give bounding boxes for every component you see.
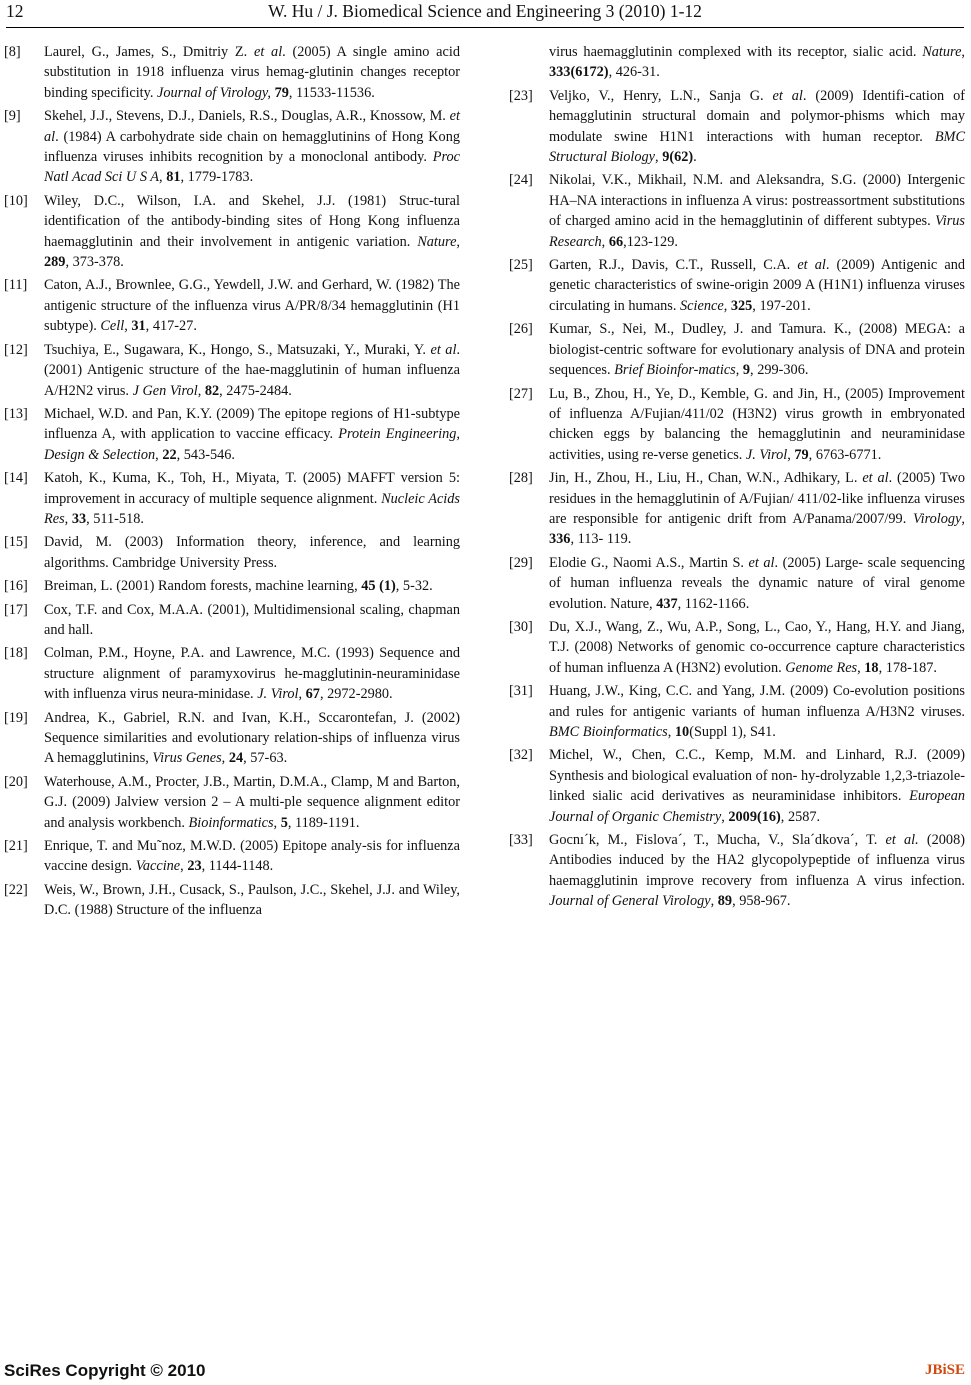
reference-text: [44, 532, 460, 573]
reference-bold-text: 79: [794, 446, 809, 463]
reference-text-segment: , 113- 119.: [570, 531, 632, 548]
reference-italic-text: et al: [253, 44, 283, 60]
reference-italic-text: Journal of General Virology: [549, 893, 711, 910]
reference-entry: [4, 772, 460, 833]
reference-number: [33]: [509, 832, 533, 849]
reference-text-segment: , 2972-2980.: [319, 686, 393, 703]
reference-entry: [4, 643, 460, 704]
reference-italic-text: et al: [430, 341, 457, 358]
reference-entry: [4, 708, 460, 769]
reference-text-segment: Waterhouse, A.M., Procter, J.B., Martin, D.M.A., Clamp, M and Barton, G.J. (2009) Jalview version 2 – A multi-ple sequence alignment editor and analysis workbench.: [44, 773, 460, 831]
reference-text: [44, 106, 460, 188]
reference-bold-text: 9(62): [662, 149, 694, 166]
reference-text: [44, 708, 460, 769]
reference-entry: [4, 836, 460, 877]
reference-text: [44, 836, 460, 877]
reference-entry: [4, 468, 460, 529]
reference-bold-text: 18: [864, 659, 879, 676]
reference-text-segment: , 299-306.: [750, 362, 809, 379]
reference-text: [44, 880, 460, 921]
reference-entry: [509, 553, 965, 614]
reference-entry: [4, 880, 460, 921]
reference-number: [10]: [4, 192, 28, 209]
reference-text-segment: , 1144-1148.: [201, 858, 274, 875]
reference-italic-text: Cell: [100, 318, 125, 335]
reference-bold-text: 33: [71, 510, 87, 527]
reference-number: [17]: [4, 601, 28, 618]
reference-text-segment: , 958-967.: [732, 893, 791, 910]
reference-text-segment: Breiman, L. (2001) Random forests, machine learning,: [44, 578, 362, 595]
reference-text-segment: ,: [667, 724, 675, 740]
reference-italic-text: European Journal of Organic Chemistry: [549, 788, 965, 825]
reference-bold-text: 79: [274, 84, 289, 101]
reference-entry: [4, 600, 460, 641]
reference-entry: [4, 42, 460, 103]
reference-number: [9]: [4, 108, 21, 125]
reference-bold-text: 2009(16): [728, 808, 781, 825]
reference-text-segment: ,: [787, 446, 795, 463]
reference-text-segment: Kumar, S., Nei, M., Dudley, J. and Tamura. K., (2008) MEGA: a biologist-centric software for evolutionary analysis of DNA and protein sequences.: [549, 321, 965, 379]
reference-entry: [509, 42, 965, 83]
reference-entry: [509, 681, 965, 742]
reference-text-segment: . (2009) Identifi-cation of hemagglutinin structural domain and polymor-phisms which may modulate swine H1N1 interactions with human receptor.: [549, 87, 965, 145]
reference-text-segment: , 197-201.: [752, 297, 811, 314]
reference-bold-text: 336: [549, 531, 571, 548]
reference-number: [14]: [4, 470, 28, 487]
reference-italic-text: Protein Engineering, Design & Selection: [44, 426, 460, 463]
reference-text: [549, 42, 965, 83]
reference-text-segment: . (1984) A carbohydrate side chain on hemagglutinins of Hong Kong influenza viruses inhibits recognition by a monoclonal antibody.: [44, 128, 460, 166]
reference-text-segment: , 6763-6771.: [808, 446, 882, 463]
reference-entry: [4, 106, 460, 188]
reference-text-segment: Colman, P.M., Hoyne, P.A. and Lawrence, M.C. (1993) Sequence and structure alignment of paramyxovirus he-magglutinin-neuraminidase with influenza virus neura-minidase.: [44, 645, 460, 703]
reference-text-segment: , 2587.: [780, 808, 821, 825]
header-rule: [6, 27, 964, 28]
reference-text: [44, 600, 460, 641]
reference-text-segment: Du, X.J., Wang, Z., Wu, A.P., Song, L., Cao, Y., Hang, H.Y. and Jiang, T.J. (2008) Networks of genomic co-occurrence capture characteristics of human influenza A (H3N2) evolution.: [549, 618, 965, 676]
reference-text-segment: , 373-378.: [65, 254, 124, 271]
reference-number: [28]: [509, 470, 533, 487]
reference-text-segment: (Suppl 1), S41.: [689, 724, 776, 740]
reference-text-segment: , 1162-1166.: [677, 595, 750, 612]
reference-text-segment: Lu, B., Zhou, H., Ye, D., Kemble, G. and Jin, H., (2005) Improvement of influenza A/Fujian/411/02 (H3N2) virus growth in embryonated chicken eggs by balancing the hemagglutinin and neuraminidase activities, using re-verse genetics.: [549, 385, 965, 463]
reference-entry: [4, 576, 460, 596]
reference-text-segment: . (2005) A single amino acid substitution in 1918 influenza virus hemag-glutinin changes receptor binding specificity.: [44, 44, 460, 101]
reference-number: [13]: [4, 405, 28, 422]
reference-number: [23]: [509, 87, 533, 104]
reference-text-segment: , 426-31.: [608, 64, 660, 81]
reference-italic-text: J. Virol: [257, 686, 299, 703]
reference-text: [44, 42, 460, 103]
reference-text-segment: ,: [735, 362, 743, 379]
reference-text-segment: , 5-32.: [395, 578, 433, 595]
reference-text-segment: , 511-518.: [86, 510, 144, 527]
reference-italic-text: Virus Genes: [152, 750, 222, 767]
reference-bold-text: 333(6172): [549, 64, 609, 81]
reference-text-segment: Veljko, V., Henry, L.N., Sanja G.: [549, 87, 773, 104]
reference-entry: [4, 340, 460, 401]
reference-bold-text: 67: [305, 686, 320, 703]
reference-text: [549, 830, 965, 912]
reference-text: [44, 468, 460, 529]
reference-number: [24]: [509, 172, 533, 189]
reference-italic-text: Journal of Virology,: [157, 84, 272, 101]
reference-text-segment: Elodie G., Naomi A.S., Martin S.: [549, 554, 749, 571]
reference-entry: [509, 384, 965, 466]
reference-text-segment: Weis, W., Brown, J.H., Cusack, S., Paulson, J.C., Skehel, J.J. and Wiley, D.C. (1988) Structure of the influenza: [44, 881, 460, 919]
running-title: W. Hu / J. Biomedical Science and Engineering 3 (2010) 1-12: [268, 1, 702, 21]
reference-text-segment: Garten, R.J., Davis, C.T., Russell, C.A.: [549, 257, 798, 274]
reference-italic-text: Brief Bioinfor-matics: [614, 362, 736, 379]
reference-bold-text: 24: [228, 750, 244, 767]
reference-text: [549, 170, 965, 252]
reference-text-segment: Gocnı´k, M., Fislova´, T., Mucha, V., Sla´dkova´, T.: [549, 832, 886, 849]
reference-italic-text: BMC Bioinformatics: [549, 724, 668, 740]
reference-italic-text: Proc Natl Acad Sci U S A: [44, 149, 460, 186]
reference-text-segment: , 178-187.: [878, 659, 937, 676]
references-right-column: [509, 42, 965, 915]
reference-italic-text: J. Virol: [745, 446, 788, 463]
reference-bold-text: 437: [656, 595, 678, 612]
reference-text: [44, 191, 460, 273]
reference-text-segment: Cox, T.F. and Cox, M.A.A. (2001), Multidimensional scaling, chapman and hall.: [44, 601, 460, 638]
reference-text-segment: . (2001) Antigenic structure of the hae-magglutinin of human influenza A/H2N2 virus.: [44, 341, 461, 399]
reference-bold-text: 325: [730, 297, 753, 314]
reference-text-segment: ,: [961, 44, 965, 60]
reference-bold-text: 289: [44, 254, 66, 271]
reference-text-segment: ,: [298, 686, 306, 703]
reference-entry: [509, 170, 965, 252]
reference-bold-text: 23: [187, 858, 202, 875]
reference-text-segment: Laurel, G., James, S., Dmitriy Z.: [44, 44, 254, 60]
reference-text: [44, 275, 460, 336]
reference-text: [44, 340, 460, 401]
reference-text-segment: Skehel, J.J., Stevens, D.J., Daniels, R.S., Douglas, A.R., Knossow, M.: [44, 108, 450, 125]
reference-number: [8]: [4, 44, 21, 60]
reference-number: [18]: [4, 645, 28, 662]
reference-entry: [509, 830, 965, 912]
reference-text-segment: ,: [221, 750, 229, 767]
reference-text-segment: , 1189-1191.: [287, 814, 360, 831]
reference-text-segment: ,: [456, 233, 460, 250]
reference-number: [27]: [509, 385, 533, 402]
reference-entry: [509, 319, 965, 380]
reference-number: [15]: [4, 534, 28, 551]
reference-text: [549, 681, 965, 742]
reference-bold-text: 82: [204, 382, 220, 399]
reference-text: [549, 468, 965, 550]
running-header: [6, 0, 964, 28]
reference-bold-text: 81: [166, 169, 181, 186]
reference-italic-text: et al: [862, 470, 889, 487]
reference-text-segment: ,: [180, 858, 188, 875]
reference-text-segment: . (2009) Antigenic and genetic characteristics of swine-origin 2009 A (H1N1) influenza viruses circulating in humans.: [549, 257, 965, 314]
reference-text-segment: ,: [961, 510, 965, 527]
reference-text: [549, 384, 965, 466]
reference-text-segment: . (2005) Large- scale sequencing of human influenza reveals the dynamic nature of viral genome evolution. Nature,: [549, 554, 966, 612]
reference-text-segment: Katoh, K., Kuma, K., Toh, H., Miyata, T. (2005) MAFFT version 5: improvement in accuracy of multiple sequence alignment.: [44, 470, 460, 507]
reference-number: [22]: [4, 881, 28, 898]
reference-number: [19]: [4, 709, 28, 726]
reference-bold-text: 66: [608, 233, 624, 250]
page-number: 12: [6, 1, 24, 21]
reference-italic-text: et al: [44, 108, 460, 145]
reference-text: [44, 576, 460, 596]
reference-italic-text: Nature: [417, 233, 457, 250]
reference-text-segment: ,: [723, 297, 731, 314]
reference-text-segment: ,: [655, 149, 663, 166]
reference-text-segment: ,: [124, 318, 132, 335]
reference-number: [29]: [509, 554, 533, 571]
reference-text: [44, 404, 460, 465]
reference-italic-text: J Gen Virol: [132, 382, 198, 399]
reference-text-segment: ,123-129.: [623, 233, 678, 250]
reference-number: [11]: [4, 277, 28, 294]
reference-text: [549, 745, 965, 827]
reference-text-segment: , 1779-1783.: [180, 169, 254, 186]
reference-text-segment: ,: [197, 382, 205, 399]
reference-italic-text: Science: [680, 297, 724, 314]
reference-italic-text: Nature: [922, 44, 962, 60]
reference-italic-text: et al: [772, 87, 803, 104]
reference-text: [549, 553, 965, 614]
reference-text-segment: ,: [155, 446, 163, 463]
reference-number: [30]: [509, 618, 533, 635]
reference-text-segment: Huang, J.W., King, C.C. and Yang, J.M. (2009) Co-evolution positions and rules for antigenic variants of human influenza A/H3N2 viruses.: [549, 683, 965, 720]
reference-text-segment: , 543-546.: [176, 446, 235, 463]
reference-text-segment: Andrea, K., Gabriel, R.N. and Ivan, K.H., Sccarontefan, J. (2002) Sequence similarities and evolutionary relation-ships of influenza virus A hemagglutinins,: [44, 709, 460, 767]
reference-text-segment: Michael, W.D. and Pan, K.Y. (2009) The epitope regions of H1-subtype influenza A, with application to vaccine efficacy.: [44, 405, 460, 443]
reference-bold-text: 45 (1): [361, 578, 396, 595]
reference-entry: [4, 532, 460, 573]
reference-italic-text: Nucleic Acids Res: [44, 490, 460, 527]
reference-number: [20]: [4, 773, 28, 790]
reference-entry: [509, 468, 965, 550]
reference-text-segment: Wiley, D.C., Wilson, I.A. and Skehel, J.J. (1981) Struc-tural identification of the antibody-binding sites of Hong Kong influenza haemagglutinin and their involvement in antigenic variation.: [44, 192, 460, 250]
page-footer: [0, 1361, 971, 1385]
reference-number: [21]: [4, 838, 28, 855]
reference-bold-text: 22: [162, 446, 177, 463]
reference-entry: [4, 275, 460, 336]
reference-text-segment: ,: [710, 893, 718, 910]
reference-text-segment: . (2005) Two residues in the hemagglutinin of A/Fujian/ 411/02-like influenza viruses are responsible for antigenic drift from A/Panama/2007/99.: [549, 470, 965, 527]
reference-text: [44, 772, 460, 833]
reference-italic-text: et al: [797, 257, 826, 274]
reference-bold-text: 10: [674, 724, 690, 740]
reference-number: [32]: [509, 747, 533, 764]
reference-text-segment: , 57-63.: [243, 750, 288, 767]
reference-text: [549, 617, 965, 678]
reference-italic-text: Genome Res: [785, 659, 858, 676]
reference-text-segment: , 417-27.: [145, 318, 197, 335]
reference-italic-text: Vaccine: [135, 858, 181, 875]
reference-entry: [509, 86, 965, 168]
reference-text: [549, 319, 965, 380]
reference-bold-text: 9: [742, 362, 751, 379]
reference-text: [549, 86, 965, 168]
reference-text-segment: virus haemagglutinin complexed with its receptor, sialic acid.: [549, 44, 923, 60]
reference-number: [12]: [4, 341, 28, 358]
reference-entry: [4, 404, 460, 465]
copyright-notice: SciRes Copyright © 2010: [4, 1361, 206, 1380]
reference-entry: [509, 617, 965, 678]
reference-text: [549, 255, 965, 316]
reference-text-segment: ,: [857, 659, 865, 676]
reference-text-segment: Michel, W., Chen, C.C., Kemp, M.M. and Linhard, R.J. (2009) Synthesis and biological evaluation of non- hy-drolyzable 1,2,3-triazole-linked sialic acid derivatives as neuraminidase inhibitors.: [549, 747, 965, 805]
reference-text-segment: (2008) Antibodies induced by the HA2 glycopolypeptide of influenza virus haemagglutinin improve recovery from influenza A virus infection.: [549, 832, 965, 889]
reference-text-segment: Nikolai, V.K., Mikhail, N.M. and Aleksandra, S.G. (2000) Intergenic HA–NA interactions in influenza A virus: postreassortment substitutions of charged amino acid in the hemagglutinin of different subtypes.: [549, 172, 965, 230]
reference-text-segment: ,: [159, 169, 167, 186]
reference-text-segment: ,: [721, 808, 729, 825]
reference-text-segment: ,: [64, 510, 72, 527]
reference-text-segment: Caton, A.J., Brownlee, G.G., Yewdell, J.W. and Gerhard, W. (1982) The antigenic structure of the influenza virus A/PR/8/34 hemagglutinin (H1 subtype).: [44, 277, 460, 335]
reference-text-segment: Tsuchiya, E., Sugawara, K., Hongo, S., Matsuzaki, Y., Muraki, Y.: [44, 341, 431, 358]
reference-text-segment: ,: [601, 233, 609, 250]
reference-number: [26]: [509, 321, 533, 338]
reference-text-segment: , 11533-11536.: [288, 84, 375, 101]
reference-italic-text: Virology: [912, 510, 962, 527]
reference-italic-text: et al.: [885, 832, 919, 849]
reference-entry: [509, 745, 965, 827]
reference-italic-text: Virus Research: [549, 213, 965, 250]
reference-text-segment: .: [693, 149, 697, 166]
reference-italic-text: Bioinformatics: [188, 814, 274, 831]
reference-text: [44, 643, 460, 704]
references-left-column: [4, 42, 460, 924]
reference-number: [16]: [4, 578, 28, 595]
reference-italic-text: et al: [748, 554, 775, 571]
reference-text-segment: Enrique, T. and Mu˜noz, M.W.D. (2005) Epitope analy-sis for influenza vaccine design.: [44, 838, 460, 875]
reference-entry: [509, 255, 965, 316]
reference-text-segment: David, M. (2003) Information theory, inference, and learning algorithms. Cambridge University Press.: [44, 534, 460, 571]
reference-bold-text: 5: [280, 814, 288, 831]
reference-entry: [4, 191, 460, 273]
reference-text-segment: ,: [273, 814, 281, 831]
reference-number: [25]: [509, 257, 533, 274]
reference-italic-text: BMC Structural Biology: [549, 128, 965, 166]
reference-text-segment: , 2475-2484.: [219, 382, 292, 399]
reference-text-segment: Jin, H., Zhou, H., Liu, H., Chan, W.N., Adhikary, L.: [549, 470, 863, 487]
journal-abbreviation: JBiSE: [924, 1362, 965, 1378]
reference-number: [31]: [509, 683, 533, 700]
reference-bold-text: 31: [131, 318, 146, 335]
reference-bold-text: 89: [717, 893, 733, 910]
